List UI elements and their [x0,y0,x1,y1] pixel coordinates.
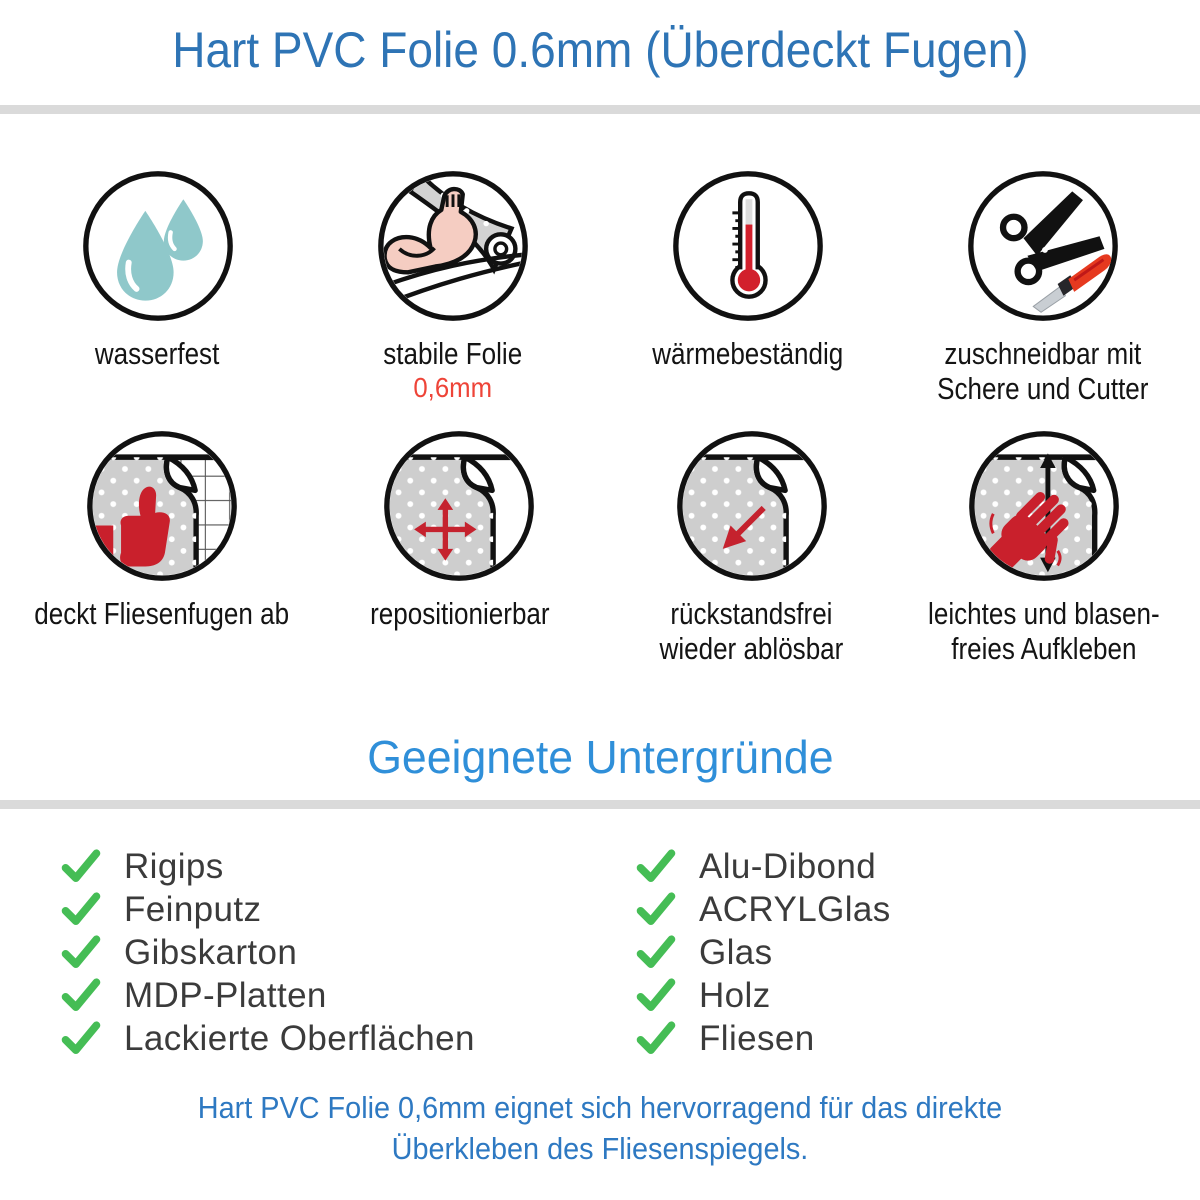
feature-repositionierbar [313,428,605,666]
surfaces-list [40,809,1160,1057]
check-icon [635,1021,677,1057]
feature-wasserfest [10,168,305,406]
caption-line: wärmebeständig [651,335,844,371]
check-icon [635,892,677,928]
hand-smoothing-icon [966,428,1122,584]
strong-arm-foil-icon [375,168,531,324]
check-icon [60,935,102,971]
page-title: Hart PVC Folie 0.6mm (Überdeckt Fugen) [171,22,1029,78]
caption-line: rückstandsfrei [670,595,833,631]
list-item-label: Holz [699,976,771,1016]
list-item [60,978,620,1014]
move-arrows-icon [381,428,537,584]
check-icon [635,935,677,971]
footer-line: Hart PVC Folie 0,6mm eignet sich hervorragend für das direkte [197,1090,1003,1126]
footer-line: Überkleben des Fliesenspiegels. [391,1131,809,1167]
list-item [60,935,620,971]
list-item [60,892,620,928]
surfaces-column-left [40,849,620,1057]
scissors-cutter-icon [965,168,1121,324]
check-icon [60,978,102,1014]
feature-row-2 [10,428,1190,666]
check-icon [60,892,102,928]
check-icon [60,849,102,885]
surfaces-heading: Geeignete Untergründe [366,730,834,783]
check-icon [635,849,677,885]
check-icon [635,978,677,1014]
list-item [635,1021,891,1057]
thermometer-icon [670,168,826,324]
feature-caption [642,596,861,666]
feature-caption [10,596,313,631]
caption-line: wasserfest [95,335,220,371]
surfaces-section [0,732,1200,783]
divider-top [0,105,1200,114]
divider-middle [0,800,1200,809]
caption-line: deckt Fliesenfugen ab [34,595,290,631]
list-item-label: Fliesen [699,1019,815,1059]
feature-caption [353,596,567,631]
footer-note [0,1087,1200,1169]
list-item-label: Rigips [124,847,224,887]
list-item-label: Glas [699,933,773,973]
list-item [635,935,891,971]
list-item [60,849,620,885]
caption-line: leichtes und blasen- [928,595,1160,631]
check-icon [60,1021,102,1057]
feature-waermebestaendig [600,168,895,406]
list-item [635,849,891,885]
feature-zuschneidbar [895,168,1190,406]
caption-line: zuschneidbar mit [944,335,1141,371]
feature-caption [917,336,1169,406]
list-item-label: Gibskarton [124,933,298,973]
feature-caption [634,336,861,371]
caption-line: freies Aufkleben [951,630,1137,666]
caption-line: wieder ablösbar [659,630,844,666]
list-item-label: Alu-Dibond [699,847,877,887]
header [0,0,1200,77]
list-item-label: ACRYLGlas [699,890,891,930]
caption-line: stabile Folie [383,335,522,371]
list-item [635,892,891,928]
caption-sub: 0,6mm [413,371,492,403]
feature-stabile-folie [305,168,600,406]
list-item-label: Lackierte Oberflächen [124,1019,475,1059]
list-item-label: Feinputz [124,890,262,930]
water-drops-icon [80,168,236,324]
thumbs-up-tile-icon [84,428,240,584]
feature-rueckstandsfrei [606,428,898,666]
list-item [635,978,891,1014]
surfaces-column-right [620,849,891,1057]
feature-caption [906,596,1182,666]
list-item-label: MDP-Platten [124,976,327,1016]
feature-deckt-fliesenfugen [10,428,313,666]
feature-caption [370,336,535,405]
feature-aufkleben [898,428,1190,666]
feature-row-1 [10,168,1190,406]
peel-arrow-icon [674,428,830,584]
caption-line: repositionierbar [369,595,550,631]
caption-line: Schere und Cutter [936,370,1149,406]
list-item [60,1021,620,1057]
feature-caption [83,336,231,371]
